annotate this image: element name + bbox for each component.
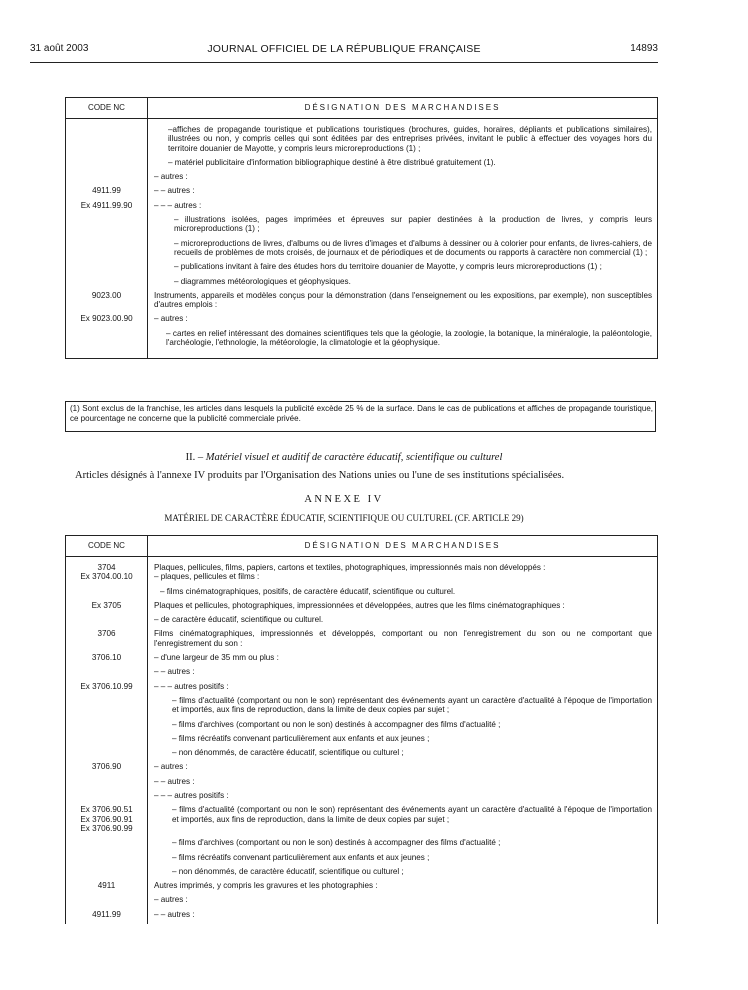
- designation-cell: [148, 667, 658, 681]
- table-row: [66, 748, 658, 762]
- table-row: [66, 239, 658, 263]
- code-cell: [66, 895, 148, 909]
- code-cell: 3706.10: [66, 653, 148, 667]
- designation-text: – – – autres positifs :: [154, 791, 229, 801]
- table-row: [66, 215, 658, 239]
- designation-text: – matériel publicitaire d'information bibliographique destiné à être distribué gratuitement (1).: [168, 157, 496, 167]
- designation-text: Instruments, appareils et modèles conçus pour la démonstration (dans l'enseignement ou les expositions, par exemple), non susceptibles d'autres emplois :: [154, 290, 652, 310]
- designation-cell: [148, 563, 658, 587]
- table-row: [66, 696, 658, 720]
- designation-text: – films d'actualité (comportant ou non le son) représentant des événements ayant un caractère d'actualité à l'époque de l'importation et importés, aux fins de reproduction, dans la limite de deux copies par sujet ;: [172, 695, 652, 715]
- table-row: [66, 734, 658, 748]
- table-row: [66, 881, 658, 895]
- code-cell: [66, 734, 148, 748]
- code-cell: Ex 3706.90.51 Ex 3706.90.91 Ex 3706.90.99: [66, 805, 148, 838]
- designation-cell: [148, 239, 658, 263]
- table-2-body: [66, 557, 658, 925]
- designation-text: – – – autres positifs :: [154, 681, 229, 691]
- code-cell: Ex 3705: [66, 601, 148, 615]
- table-row: [66, 314, 658, 328]
- section-intro: Articles désignés à l'annexe IV produits par l'Organisation des Nations unies ou l'une de ses institutions spécialisées.: [75, 470, 565, 481]
- code-cell: 3706: [66, 629, 148, 653]
- table-row: [66, 762, 658, 776]
- table-row: [66, 791, 658, 805]
- designation-cell: [148, 748, 658, 762]
- table-row: [66, 667, 658, 681]
- designation-text: – non dénommés, de caractère éducatif, scientifique ou culturel ;: [172, 748, 404, 758]
- designation-text: – films d'archives (comportant ou non le son) destinés à accompagner des films d'actualité ;: [172, 838, 501, 848]
- code-cell: 4911.99: [66, 186, 148, 200]
- table-row: [66, 291, 658, 315]
- header-date: 31 août 2003: [30, 43, 89, 54]
- designation-cell: [148, 615, 658, 629]
- designation-text: – illustrations isolées, pages imprimées et épreuves sur papier destinées à la production de livres, y compris leurs microreproductions (1) ;: [174, 215, 652, 234]
- annex-subtitle: MATÉRIEL DE CARACTÈRE ÉDUCATIF, SCIENTIFIQUE OU CULTUREL (CF. ARTICLE 29): [164, 513, 524, 523]
- designation-cell: [148, 172, 658, 186]
- designation-cell: [148, 314, 658, 328]
- table-row: [66, 186, 658, 200]
- code-cell: [66, 125, 148, 158]
- designation-cell: [148, 653, 658, 667]
- designation-cell: [148, 587, 658, 601]
- designation-cell: [148, 291, 658, 315]
- code-cell: [66, 277, 148, 291]
- code-cell: [66, 696, 148, 720]
- designation-text: – – autres :: [154, 667, 195, 677]
- code-cell: [66, 172, 148, 186]
- designation-cell: [148, 777, 658, 791]
- designation-cell: [148, 215, 658, 239]
- code-cell: Ex 4911.99.90: [66, 201, 148, 215]
- table-row: [66, 838, 658, 852]
- designation-cell: [148, 720, 658, 734]
- table-row: [66, 895, 658, 909]
- column-header-designation: DÉSIGNATION DES MARCHANDISES: [148, 98, 658, 119]
- code-cell: Ex 9023.00.90: [66, 314, 148, 328]
- page-number: 14893: [630, 43, 658, 54]
- designation-text: Films cinématographiques, impressionnés et développés, comportant ou non l'enregistrement du son ou ne comportant que l'enregistrement du son :: [154, 629, 652, 648]
- column-header-code: CODE NC: [66, 98, 148, 119]
- section-roman: II.: [185, 452, 196, 463]
- designation-cell: [148, 867, 658, 881]
- table-row: [66, 629, 658, 653]
- designation-cell: [148, 262, 658, 276]
- designation-text: – autres :: [154, 172, 188, 182]
- designation-text: – autres :: [154, 314, 188, 324]
- table-row: [66, 682, 658, 696]
- designation-text: – films récréatifs convenant particulièrement aux enfants et aux jeunes ;: [172, 733, 430, 743]
- code-cell: [66, 587, 148, 601]
- code-cell: [66, 158, 148, 172]
- designation-cell: [148, 734, 658, 748]
- table-row: [66, 615, 658, 629]
- table-row: [66, 720, 658, 734]
- table-row: [66, 277, 658, 291]
- designation-text: – films d'actualité (comportant ou non le son) représentant des événements ayant un caractère d'actualité à l'époque de l'importation et importés, aux fins de reproduction, dans la limite de deux copies par sujet ;: [172, 805, 652, 824]
- code-cell: [66, 838, 148, 852]
- designation-text: – publications invitant à faire des études hors du territoire douanier de Mayotte, y compris leurs microreproductions (1) ;: [174, 262, 602, 272]
- designation-cell: [148, 329, 658, 353]
- code-cell: [66, 329, 148, 353]
- table-row: [66, 587, 658, 601]
- designation-text: – cartes en relief intéressant des domaines scientifiques tels que la géologie, la zoologie, la botanique, la minéralogie, la paléontologie, l'archéologie, l'ethnologie, la météorologie, la climatologie et la géophysique.: [166, 328, 652, 348]
- designation-cell: [148, 838, 658, 852]
- journal-title: JOURNAL OFFICIEL DE LA RÉPUBLIQUE FRANÇAISE: [207, 43, 481, 55]
- designation-text: –affiches de propagande touristique et publications touristiques (brochures, guides, horaires, dépliants et publications similaires), illustrées ou non, y compris celles qui sont éditées par des entreprises privées, invitant le public à effectuer des voyages hors du territoire douanier de Mayotte, y compris leurs microreproductions (1) ;: [168, 125, 652, 153]
- designation-cell: [148, 805, 658, 838]
- designation-text: – autres :: [154, 762, 188, 772]
- designation-text: – non dénommés, de caractère éducatif, scientifique ou culturel ;: [172, 866, 404, 876]
- designation-text: – autres :: [154, 895, 188, 905]
- code-cell: [66, 791, 148, 805]
- designation-text: – de caractère éducatif, scientifique ou culturel.: [154, 615, 324, 625]
- code-cell: 9023.00: [66, 291, 148, 315]
- code-cell: [66, 262, 148, 276]
- code-cell: [66, 867, 148, 881]
- table-row: [66, 125, 658, 158]
- column-header-designation: DÉSIGNATION DES MARCHANDISES: [148, 536, 658, 557]
- goods-table-2: [65, 535, 658, 924]
- table-row: [66, 653, 658, 667]
- code-cell: 4911: [66, 881, 148, 895]
- section-title-text: Matériel visuel et auditif de caractère éducatif, scientifique ou culturel: [205, 452, 503, 463]
- designation-cell: [148, 125, 658, 158]
- designation-cell: [148, 881, 658, 895]
- designation-cell: [148, 201, 658, 215]
- code-cell: Ex 3706.10.99: [66, 682, 148, 696]
- designation-cell: [148, 696, 658, 720]
- designation-cell: [148, 910, 658, 924]
- code-cell: 4911.99: [66, 910, 148, 924]
- code-cell: 3704 Ex 3704.00.10: [66, 563, 148, 587]
- designation-cell: [148, 158, 658, 172]
- table-row: [66, 805, 658, 838]
- table-row: [66, 158, 658, 172]
- code-cell: [66, 777, 148, 791]
- table-row: [66, 853, 658, 867]
- table-row: [66, 172, 658, 186]
- footnote: (1) Sont exclus de la franchise, les articles dans lesquels la publicité excède 25 % de la surface. Dans le cas de publications et affiches de propagande touristique, ce pourcentage ne concerne que la publicité commerciale privée.: [65, 401, 656, 432]
- designation-text: Plaques et pellicules, photographiques, impressionnées et développées, autres que les films cinématographiques :: [154, 600, 565, 610]
- designation-text: – – autres :: [154, 186, 195, 196]
- code-cell: [66, 667, 148, 681]
- section-title: [30, 452, 658, 463]
- code-cell: 3706.90: [66, 762, 148, 776]
- designation-text: – d'une largeur de 35 mm ou plus :: [154, 653, 279, 663]
- table-row: [66, 867, 658, 881]
- code-cell: [66, 748, 148, 762]
- designation-cell: [148, 853, 658, 867]
- table-row: [66, 262, 658, 276]
- designation-text: – films cinématographiques, positifs, de caractère éducatif, scientifique ou culturel.: [160, 586, 456, 596]
- designation-text: Autres imprimés, y compris les gravures et les photographies :: [154, 881, 378, 891]
- table-row: [66, 910, 658, 924]
- page-header: [30, 43, 658, 59]
- column-header-code: CODE NC: [66, 536, 148, 557]
- designation-cell: [148, 629, 658, 653]
- designation-cell: [148, 762, 658, 776]
- code-cell: [66, 853, 148, 867]
- code-cell: [66, 615, 148, 629]
- table-row: [66, 601, 658, 615]
- table-row: [66, 201, 658, 215]
- designation-cell: [148, 791, 658, 805]
- code-cell: [66, 215, 148, 239]
- table-1-body: [66, 119, 658, 359]
- annex-title: ANNEXE IV: [304, 494, 384, 505]
- designation-text: – – – autres :: [154, 200, 202, 210]
- table-row: [66, 329, 658, 353]
- table-row: [66, 563, 658, 587]
- code-cell: [66, 239, 148, 263]
- designation-text: – – autres :: [154, 776, 195, 786]
- header-rule: [30, 62, 658, 63]
- code-cell: [66, 720, 148, 734]
- designation-text: – films récréatifs convenant particulièrement aux enfants et aux jeunes ;: [172, 852, 430, 862]
- designation-text: – films d'archives (comportant ou non le son) destinés à accompagner des films d'actualité ;: [172, 719, 501, 729]
- table-row: [66, 777, 658, 791]
- designation-cell: [148, 186, 658, 200]
- designation-cell: [148, 601, 658, 615]
- designation-cell: [148, 682, 658, 696]
- designation-cell: [148, 277, 658, 291]
- goods-table-1: [65, 97, 658, 359]
- section-dash: –: [195, 452, 206, 463]
- designation-cell: [148, 895, 658, 909]
- designation-text: – diagrammes météorologiques et géophysiques.: [174, 276, 351, 286]
- designation-text: Plaques, pellicules, films, papiers, cartons et textiles, photographiques, impressionnés mais non développés : – plaques, pellicules et films :: [154, 563, 546, 582]
- designation-text: – microreproductions de livres, d'albums ou de livres d'images et d'albums à dessiner ou à colorier pour enfants, de livres-cahiers, de recueils de problèmes de mots croisés, de journaux et de périodiques et de documents ou rapports à caractère non commercial (1) ;: [174, 238, 652, 257]
- designation-text: – – autres :: [154, 909, 195, 919]
